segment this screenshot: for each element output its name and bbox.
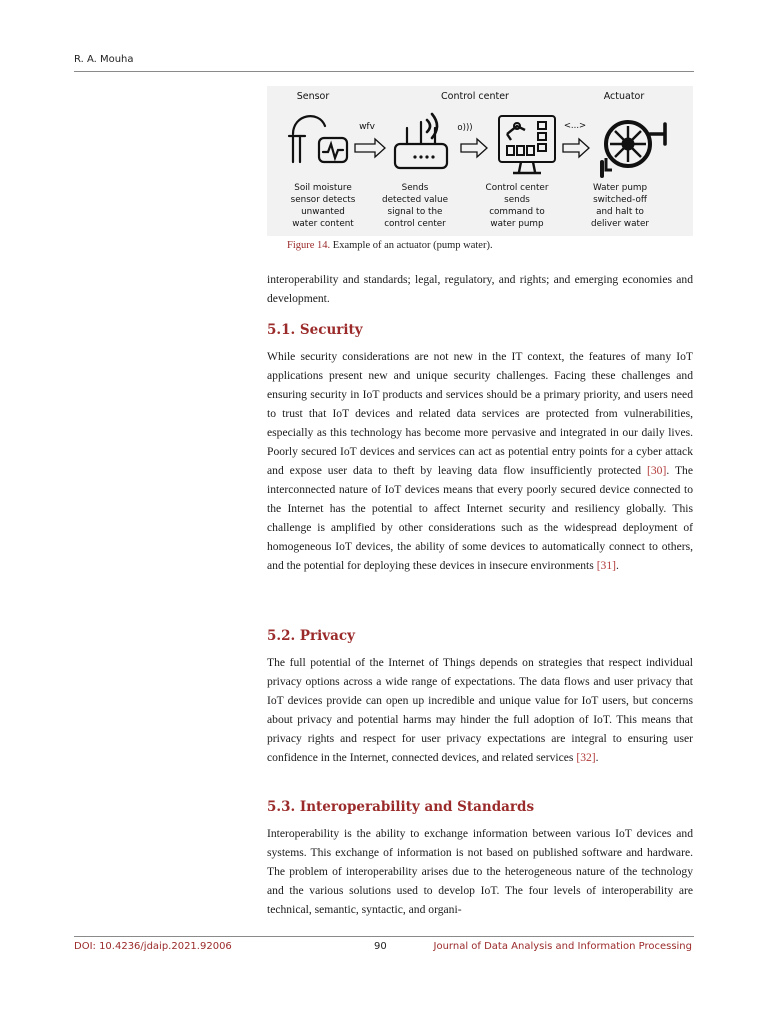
security-text-a: While security considerations are not new in the IT context, the features of many IoT applications present new and unique security challenges. Facing these challenges and ensuring security in IoT products and services should be a primary priority, and users need to trust that IoT devices and related data services are protected from vulnerabilities, especially as this technology has become more pervasive and integrated in our daily lives. Poorly secured IoT devices and services can act as potential entry points for a cyber attack and expose user data to theft by leaving data flow insufficiently protected [267, 350, 693, 477]
footer-doi-link[interactable]: DOI: 10.4236/jdaip.2021.92006 [74, 941, 232, 952]
pump-caption-line-1: Water pump [592, 183, 648, 193]
intro-paragraph-block [267, 270, 693, 308]
section-title-privacy: 5.2. Privacy [267, 628, 355, 644]
security-text-c: . [616, 559, 619, 572]
privacy-paragraph-block [267, 653, 693, 767]
footer-page-number: 90 [374, 941, 387, 952]
sensor-caption-line-4: water content [292, 219, 354, 229]
arrow-label-command: <...> [563, 121, 587, 131]
control-caption-line-2: sends [504, 195, 530, 205]
label-control-center: Control center [441, 91, 509, 102]
label-actuator: Actuator [603, 91, 645, 102]
interop-paragraph: Interoperability is the ability to exchange information between various IoT devices and systems. This exchange of information is not based on published software and hardware. The problem of interoperability arises due to the heterogeneous nature of the technology and the various solutions used to develop IoT. The four levels of interoperability are technical, semantic, syntactic, and organi- [267, 827, 693, 916]
security-text-b: . The interconnected nature of IoT devices means that every poorly secured device connected to the Internet has the potential to affect Internet security and resiliency globally. This challenge is amplified by other considerations such as the widespread deployment of homogeneous IoT devices, the ability of some devices to automatically connect to others, and the potential for deploying these devices in insecure environments [267, 464, 693, 572]
footer-rule [74, 936, 694, 937]
section-title-interoperability: 5.3. Interoperability and Standards [267, 799, 535, 815]
sensor-caption-line-3: unwanted [301, 207, 345, 217]
figure-caption-label: Figure 14. [287, 240, 331, 251]
privacy-text-a: The full potential of the Internet of Things depends on strategies that respect individual privacy options across a wide range of expectations. The data flows and user privacy that IoT devices provide can open up incredible and unique value for IoT users, but concerns about privacy and potential harms may hinder the full adoption of IoT. This means that privacy rights and respect for user privacy expectations are integral to ensuring user confidence in the Internet, connected devices, and related services [267, 656, 693, 764]
router-caption-line-4: control center [384, 219, 446, 229]
router-caption-line-3: signal to the [387, 207, 443, 217]
control-caption-line-4: water pump [490, 219, 544, 229]
control-caption-line-3: command to [489, 207, 545, 217]
arrow-label-wfv: wfv [359, 122, 375, 132]
security-paragraph [267, 347, 693, 575]
figure-caption-text: Example of an actuator (pump water). [330, 240, 493, 251]
intro-paragraph: interoperability and standards; legal, regulatory, and rights; and emerging economies and development. [267, 273, 693, 305]
arrow-label-signal: o))) [457, 123, 473, 133]
pump-caption-line-2: switched-off [593, 195, 647, 205]
figure-caption [287, 240, 693, 251]
footer-journal-name[interactable]: Journal of Data Analysis and Information Processing [433, 941, 692, 952]
pump-caption-line-3: and halt to [596, 207, 644, 217]
privacy-text-b: . [595, 751, 599, 764]
section-title-security: 5.1. Security [267, 322, 363, 338]
citation-32[interactable]: [32] [576, 751, 596, 764]
interop-paragraph-block [267, 824, 693, 919]
citation-30[interactable]: [30] [647, 464, 667, 477]
router-caption-line-2: detected value [382, 195, 448, 205]
label-sensor: Sensor [296, 91, 330, 102]
pump-caption-line-4: deliver water [591, 219, 649, 229]
sensor-caption-line-2: sensor detects [290, 195, 356, 205]
citation-31[interactable]: [31] [596, 559, 617, 572]
sensor-caption-line-1: Soil moisture [294, 183, 352, 193]
router-caption-line-1: Sends [401, 183, 429, 193]
actuator-diagram [267, 86, 693, 236]
figure-14 [267, 86, 693, 251]
privacy-paragraph [267, 653, 693, 767]
control-caption-line-1: Control center [485, 183, 549, 193]
header-rule [74, 71, 694, 72]
running-head-author: R. A. Mouha [74, 54, 134, 65]
security-paragraph-block [267, 347, 693, 575]
